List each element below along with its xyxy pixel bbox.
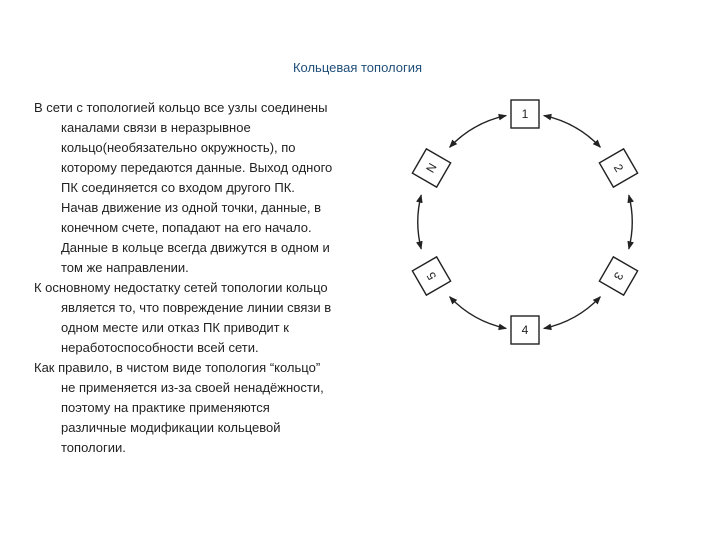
link-1-2 <box>544 116 601 148</box>
link-4-5 <box>450 297 507 329</box>
node-2-label: 2 <box>610 161 627 175</box>
node-3 <box>599 257 637 295</box>
link-2-3 <box>629 195 632 249</box>
slide-title: Кольцевая топология <box>292 60 423 75</box>
node-1 <box>511 100 539 128</box>
link-3-4 <box>544 297 601 329</box>
node-5-label: 5 <box>423 269 440 283</box>
paragraph-ring-modifications: Как правило, в чистом виде топология “кольцо” не применяется из-за своей ненадёжности, поэтому на практике применяются различные модификации кольцевой топологии. <box>34 360 324 455</box>
node-2 <box>599 149 637 187</box>
paragraph-ring-drawback: К основному недостатку сетей топологии кольцо является то, что повреждение линии связи в одном месте или отказ ПК приводит к неработоспособности всей сети. <box>34 280 332 355</box>
body-text <box>34 98 334 458</box>
paragraph-ring-description: В сети с топологией кольцо все узлы соединены каналами связи в неразрывное кольцо(необязательно окружность), по которому передаются данные. Выход одного ПК соединяется со входом другого ПК. Начав движение из одной точки, данные, в конечном счете, попадают на его начало. Данные в кольце всегда движутся в одном и том же направлении. <box>34 100 333 275</box>
ring-diagram-svg <box>395 92 660 357</box>
node-5 <box>412 257 450 295</box>
link-n-1 <box>450 116 507 148</box>
node-n <box>412 149 450 187</box>
node-n-label: N <box>423 160 440 176</box>
node-3-label: 3 <box>610 269 627 283</box>
ring-topology-diagram <box>395 92 660 357</box>
node-4 <box>511 316 539 344</box>
link-5-n <box>418 195 421 249</box>
node-4-label: 4 <box>521 323 529 337</box>
node-1-label: 1 <box>521 107 529 121</box>
